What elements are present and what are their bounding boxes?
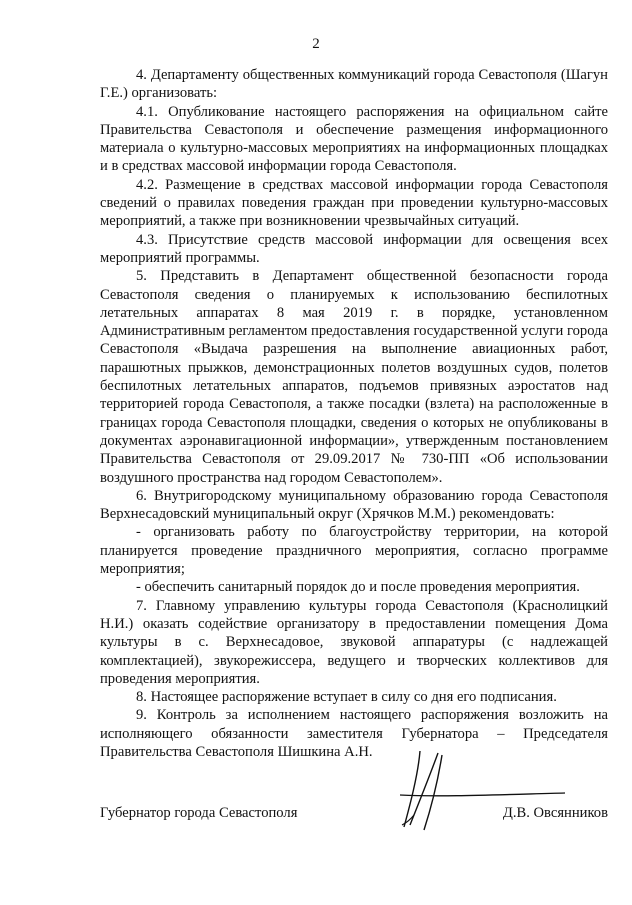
paragraph-8: 8. Настоящее распоряжение вступает в силу со дня его подписания.: [136, 689, 557, 706]
document-body: [100, 66, 608, 761]
paragraph-6-item-2: - обеспечить санитарный порядок до и после проведения мероприятия.: [136, 579, 580, 596]
paragraph-4: 4. Департаменту общественных коммуникаций города Севастополя (Шагун Г.Е.) организовать:: [100, 67, 608, 102]
paragraph-4-1: 4.1. Опубликование настоящего распоряжения на официальном сайте Правительства Севастополя и обеспечение размещения информационного материала о культурно-массовых мероприятиях на информационных площадках и в средствах массовой информации города Севастополя.: [100, 103, 608, 175]
paragraph-9: 9. Контроль за исполнением настоящего распоряжения возложить на исполняющего обязанности заместителя Губернатора – Председателя Правительства Севастополя Шишкина А.Н.: [100, 707, 608, 760]
signatory-position: Губернатор города Севастополя: [100, 805, 298, 821]
paragraph-4-3: 4.3. Присутствие средств массовой информации для освещения всех мероприятий программы.: [100, 231, 608, 266]
paragraph-5: 5. Представить в Департамент общественной безопасности города Севастополя сведения о планируемых к использованию беспилотных летательных аппаратах 8 мая 2019 г. в порядке, установленном Административным регламентом предоставления государственной услуги города Севастополя «Выдача разрешения на выполнение авиационных работ, парашютных прыжков, демонстрационных полетов воздушных судов, полетов беспилотных летательных аппаратов, подъемов привязных аэростатов над территорией города Севастополя, а также посадки (взлета) на расположенные в границах города Севастополя площадки, сведения о которых не опубликованы в документах аэронавигационной информации», утвержденным постановлением Правительства Севастополя от 29.09.2017 № 730-ПП «Об использовании воздушного пространства над городом Севастополем».: [100, 268, 608, 486]
page-number: 2: [312, 36, 320, 52]
paragraph-7: 7. Главному управлению культуры города Севастополя (Краснолицкий Н.И.) оказать содействие организатору в предоставлении помещения Дома культуры в с. Верхнесадовое, звуковой аппаратуры (с надлежащей комплектацией), звукорежиссера, ведущего и творческих коллективов для проведения мероприятия.: [100, 597, 608, 687]
paragraph-6: 6. Внутригородскому муниципальному образованию города Севастополя Верхнесадовский муниципальный округ (Хрячков М.М.) рекомендовать:: [100, 487, 608, 523]
paragraph-6-item-1: - организовать работу по благоустройству территории, на которой планируется проведение праздничного мероприятия, согласно программе мероприятия;: [100, 524, 608, 578]
paragraph-4-2: 4.2. Размещение в средствах массовой информации города Севастополя сведений о правилах поведения граждан при проведении культурно-массовых мероприятий, а также при возникновении чрезвычайных ситуаций.: [100, 176, 608, 230]
signatory-name: Д.В. Овсянников: [502, 805, 608, 821]
signature-block: [100, 805, 608, 829]
